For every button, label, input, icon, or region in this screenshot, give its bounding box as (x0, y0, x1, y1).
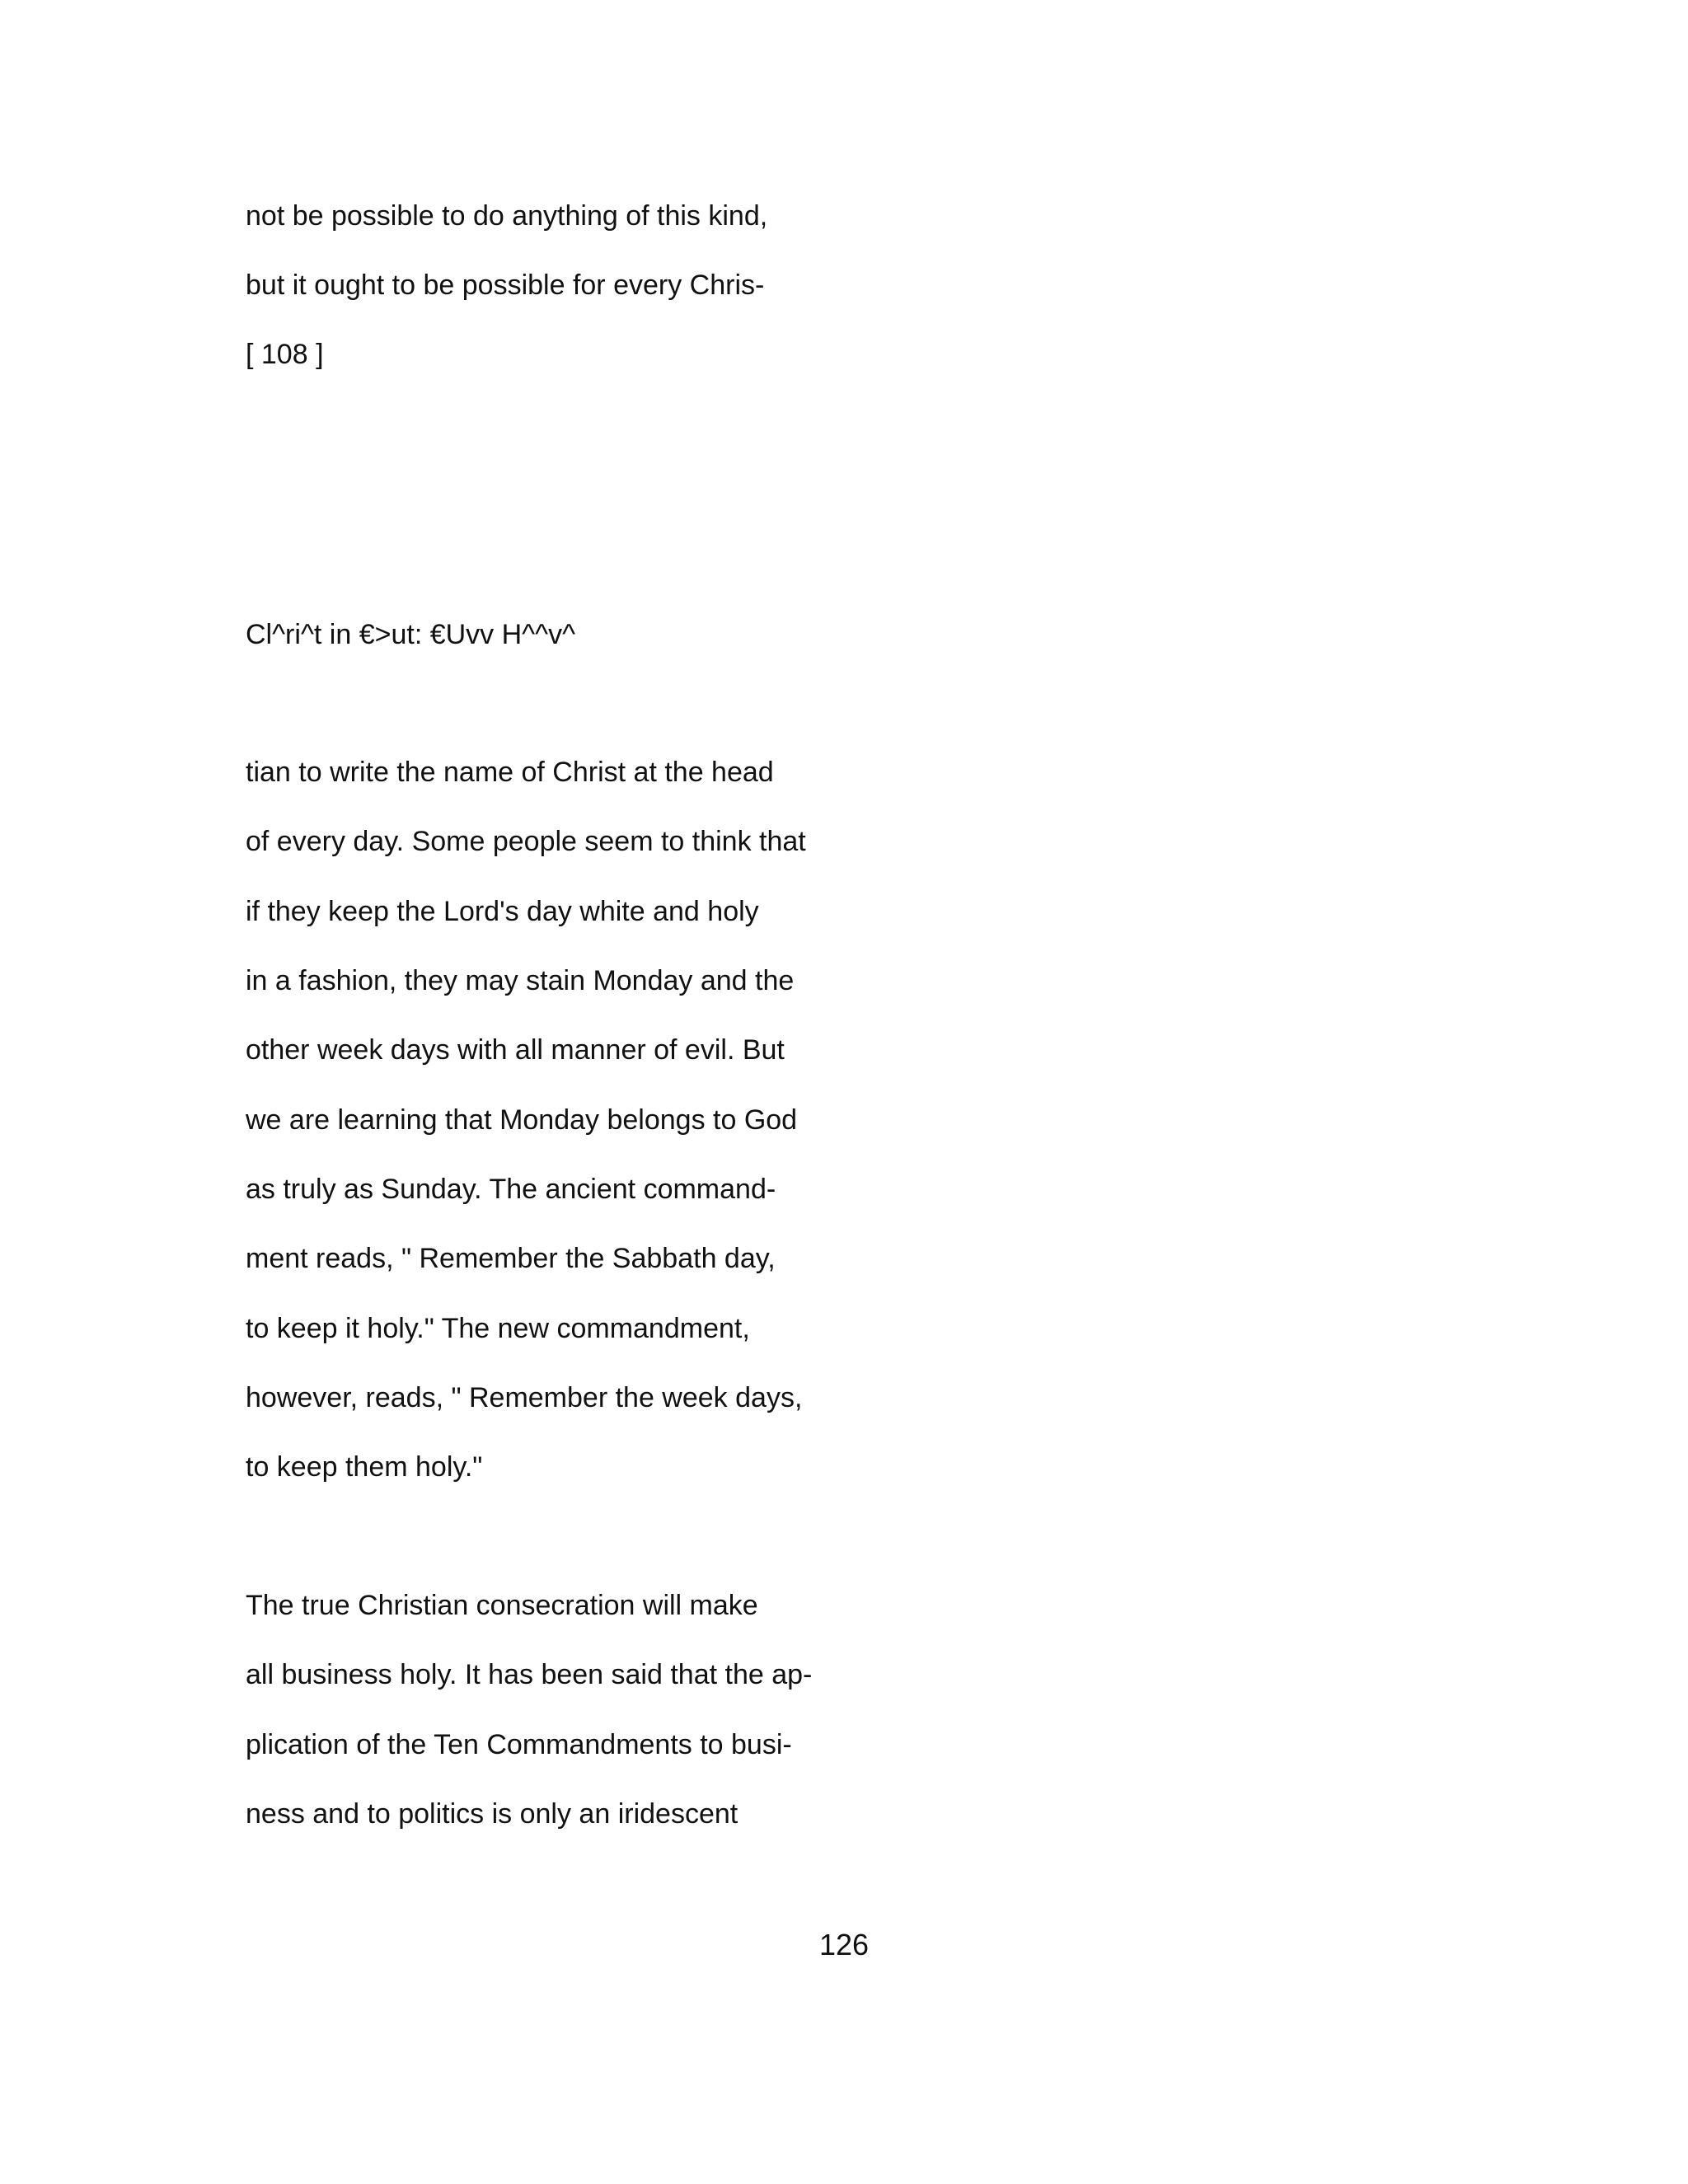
text-line: ness and to politics is only an iridescent (246, 1798, 738, 1830)
text-line: to keep it holy." The new commandment, (246, 1313, 750, 1344)
text-line: not be possible to do anything of this kind, (246, 200, 768, 232)
text-line: however, reads, " Remember the week days, (246, 1382, 803, 1413)
text-line: The true Christian consecration will make (246, 1590, 758, 1621)
text-line: if they keep the Lord's day white and holy (246, 896, 759, 927)
text-line: to keep them holy." (246, 1451, 483, 1483)
text-line: all business holy. It has been said that the ap- (246, 1659, 813, 1690)
text-line: of every day. Some people seem to think that (246, 826, 806, 857)
text-line: other week days with all manner of evil. But (246, 1034, 785, 1066)
text-line: we are learning that Monday belongs to God (246, 1104, 798, 1136)
original-page-number: [ 108 ] (246, 339, 324, 370)
text-line: in a fashion, they may stain Monday and the (246, 965, 795, 996)
running-header: Cl^ri^t in €>ut: €Uvv H^^v^ (246, 619, 576, 650)
page-number: 126 (818, 1928, 870, 1961)
text-line: as truly as Sunday. The ancient command- (246, 1174, 776, 1205)
text-line: tian to write the name of Christ at the head (246, 757, 774, 788)
text-line: plication of the Ten Commandments to busi- (246, 1729, 792, 1760)
text-line: ment reads, " Remember the Sabbath day, (246, 1243, 776, 1274)
text-line: but it ought to be possible for every Chris- (246, 269, 765, 301)
